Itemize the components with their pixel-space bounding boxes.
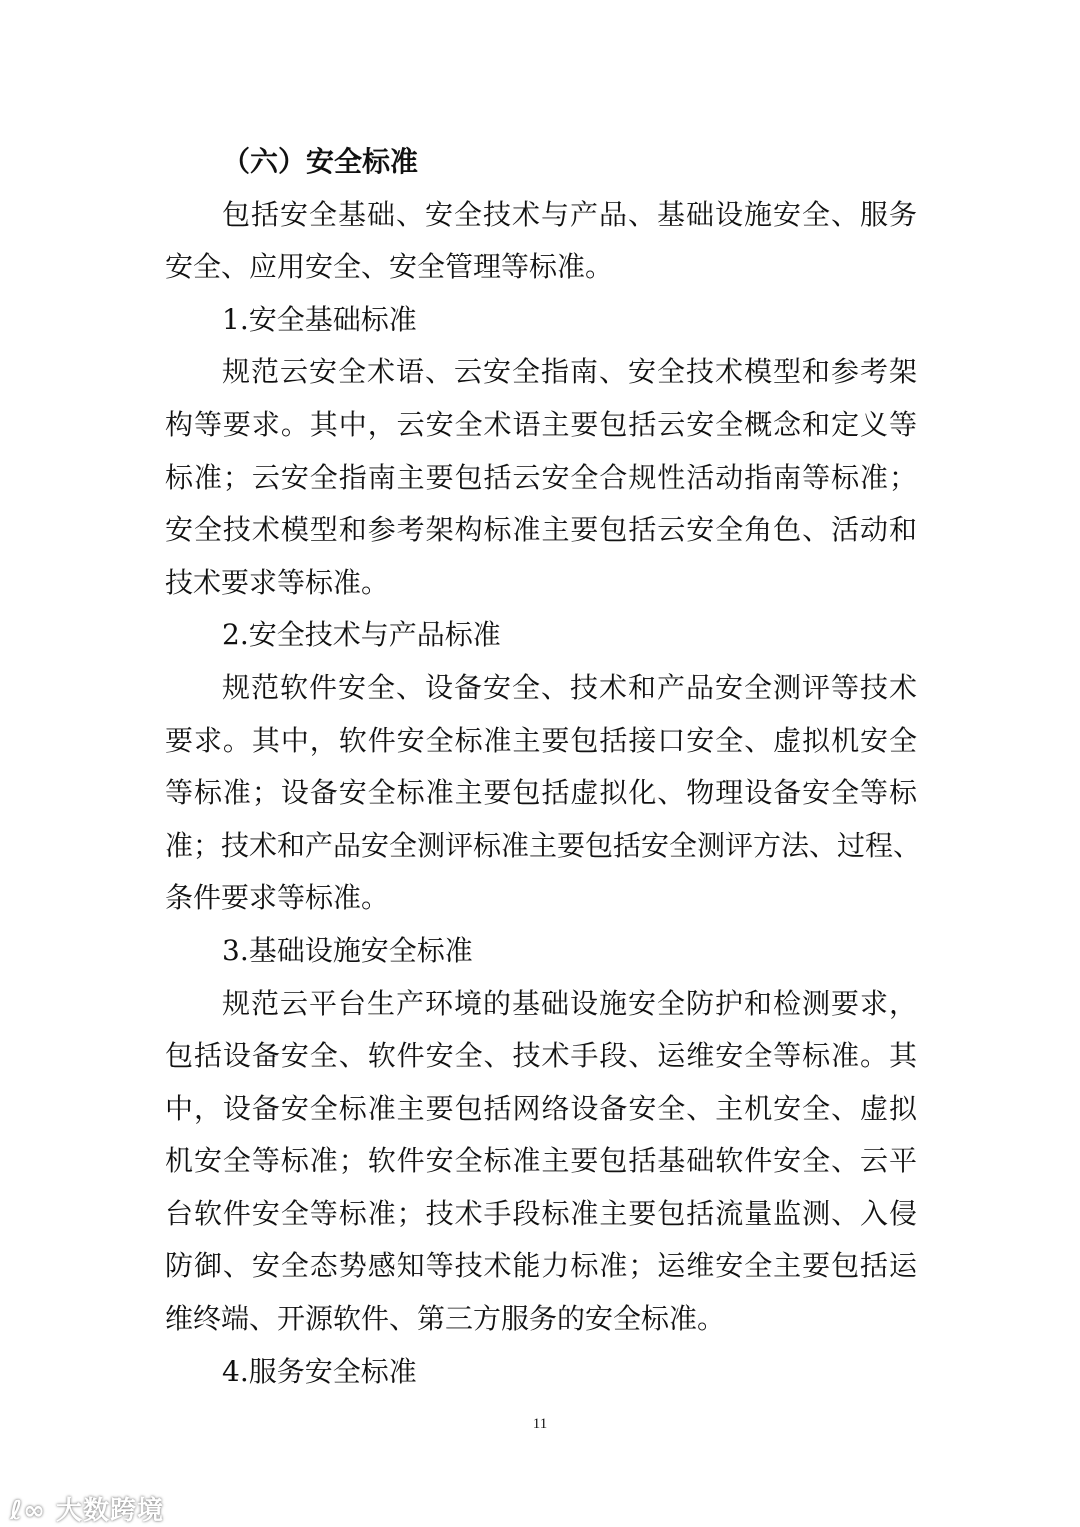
paragraph-line: 包括安全基础、安全技术与产品、基础设施安全、服务 (222, 197, 917, 231)
paragraph-line: 规范软件安全、设备安全、技术和产品安全测评等技术 (222, 670, 917, 704)
paragraph-line: 条件要求等标准。 (165, 881, 390, 915)
paragraph-line: 机安全等标准；软件安全标准主要包括基础软件安全、云平 (165, 1144, 917, 1178)
paragraph-line: 中，设备安全标准主要包括网络设备安全、主机安全、虚拟 (165, 1091, 917, 1125)
paragraph-line: 安全技术模型和参考架构标准主要包括云安全角色、活动和 (165, 513, 917, 547)
document-body (165, 136, 922, 1398)
paragraph-line: 维终端、开源软件、第三方服务的安全标准。 (165, 1302, 726, 1336)
subsection-heading: 1.安全基础标准 (222, 302, 417, 336)
paragraph-line: 标准；云安全指南主要包括云安全合规性活动指南等标准； (165, 460, 917, 494)
section-heading: （六）安全标准 (222, 145, 419, 178)
subsection-heading: 4.服务安全标准 (222, 1354, 417, 1388)
paragraph-line: 等标准；设备安全标准主要包括虚拟化、物理设备安全等标 (165, 776, 917, 810)
watermark-logo: ℓ∞ 大数跨境 (10, 1496, 164, 1526)
paragraph-line: 防御、安全态势感知等技术能力标准；运维安全主要包括运 (165, 1249, 917, 1283)
paragraph-line: 技术要求等标准。 (165, 565, 390, 599)
paragraph-line: 构等要求。其中，云安全术语主要包括云安全概念和定义等 (165, 407, 917, 441)
paragraph-line: 准；技术和产品安全测评标准主要包括安全测评方法、过程、 (165, 828, 922, 862)
paragraph-line: 台软件安全等标准；技术手段标准主要包括流量监测、入侵 (165, 1196, 917, 1230)
subsection-heading: 3.基础设施安全标准 (222, 933, 473, 967)
page-number: 11 (532, 1416, 548, 1432)
paragraph-line: 规范云平台生产环境的基础设施安全防护和检测要求， (222, 986, 917, 1020)
watermark-text: 大数跨境 (55, 1496, 164, 1526)
paragraph-line: 规范云安全术语、云安全指南、安全技术模型和参考架 (222, 355, 917, 389)
paragraph-line: 包括设备安全、软件安全、技术手段、运维安全等标准。其 (165, 1039, 917, 1073)
subsection-heading: 2.安全技术与产品标准 (222, 618, 501, 652)
paragraph-line: 安全、应用安全、安全管理等标准。 (165, 250, 614, 284)
paragraph-line: 要求。其中，软件安全标准主要包括接口安全、虚拟机安全 (165, 723, 917, 757)
